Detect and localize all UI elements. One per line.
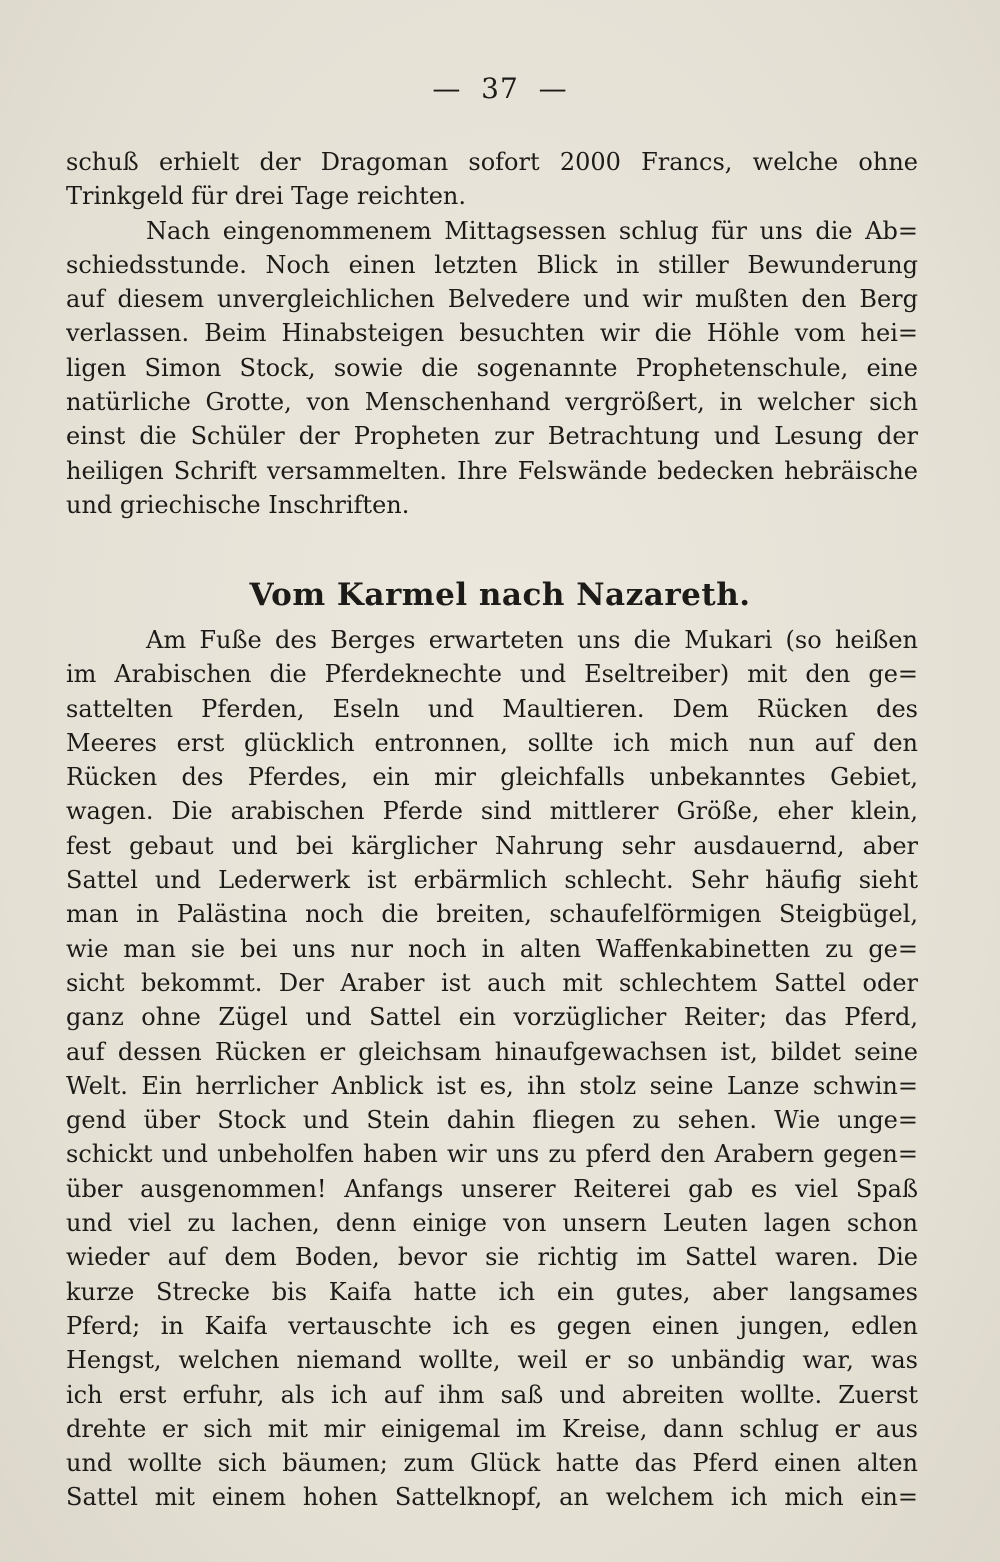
text-line: man in Palästina noch die breiten, schaufelförmigen Steigbügel,	[66, 900, 918, 929]
text-line: ganz ohne Zügel und Sattel ein vorzüglicher Reiter; das Pferd,	[66, 1003, 918, 1032]
text-line: schiedsstunde. Noch einen letzten Blick in stiller Bewunderung	[66, 250, 918, 279]
text-line: wie man sie bei uns nur noch in alten Waffenkabinetten zu ge=	[66, 934, 918, 963]
text-line: kurze Strecke bis Kaifa hatte ich ein gutes, aber langsames	[66, 1277, 918, 1306]
text-line: Hengst, welchen niemand wollte, weil er so unbändig war, was	[66, 1346, 918, 1375]
text-line: Welt. Ein herrlicher Anblick ist es, ihn stolz seine Lanze schwin=	[66, 1071, 918, 1100]
text-line: und viel zu lachen, denn einige von unsern Leuten lagen schon	[66, 1209, 918, 1238]
text-line: fest gebaut und bei kärglicher Nahrung sehr ausdauernd, aber	[66, 831, 918, 860]
page-number: — 37 —	[432, 72, 568, 105]
text-line: wagen. Die arabischen Pferde sind mittlerer Größe, eher klein,	[66, 797, 918, 826]
text-line: Am Fuße des Berges erwarteten uns die Mukari (so heißen	[146, 626, 918, 654]
text-line: Rücken des Pferdes, ein mir gleichfalls unbekanntes Gebiet,	[66, 763, 918, 792]
text-line: Nach eingenommenem Mittagsessen schlug für uns die Ab=	[146, 216, 918, 245]
text-line: schuß erhielt der Dragoman sofort 2000 Francs, welche ohne	[66, 148, 918, 176]
text-line: ich erst erfuhr, als ich auf ihm saß und abreiten wollte. Zuerst	[66, 1380, 918, 1409]
section-heading: Vom Karmel nach Nazareth.	[249, 577, 751, 613]
text-line: Sattel und Lederwerk ist erbärmlich schlecht. Sehr häufig sieht	[66, 866, 918, 895]
text-line: sattelten Pferden, Eseln und Maultieren. Dem Rücken des	[66, 694, 918, 723]
text-line: und wollte sich bäumen; zum Glück hatte das Pferd einen alten	[66, 1449, 918, 1478]
text-line: auf dessen Rücken er gleichsam hinaufgewachsen ist, bildet seine	[66, 1037, 918, 1066]
text-line: Pferd; in Kaifa vertauschte ich es gegen einen jungen, edlen	[66, 1311, 918, 1340]
text-line: auf diesem unvergleichlichen Belvedere und wir mußten den Berg	[66, 285, 918, 314]
text-line: ligen Simon Stock, sowie die sogenannte Prophetenschule, eine	[66, 353, 918, 382]
text-line: schickt und unbeholfen haben wir uns zu pferd den Arabern gegen=	[66, 1140, 918, 1169]
text-line: sicht bekommt. Der Araber ist auch mit schlechtem Sattel oder	[66, 968, 918, 997]
text-line: gend über Stock und Stein dahin fliegen zu sehen. Wie unge=	[66, 1106, 918, 1135]
text-line: heiligen Schrift versammelten. Ihre Felswände bedecken hebräische	[66, 456, 918, 485]
text-line: Sattel mit einem hohen Sattelknopf, an welchem ich mich ein=	[66, 1483, 918, 1512]
text-line: Trinkgeld für drei Tage reichten.	[66, 182, 467, 211]
text-line: über ausgenommen! Anfangs unserer Reiterei gab es viel Spaß	[66, 1174, 918, 1203]
text-line: wieder auf dem Boden, bevor sie richtig im Sattel waren. Die	[66, 1243, 918, 1272]
text-line: einst die Schüler der Propheten zur Betrachtung und Lesung der	[66, 422, 918, 451]
text-line: und griechische Inschriften.	[66, 490, 410, 519]
text-line: drehte er sich mit mir einigemal im Kreise, dann schlug er aus	[66, 1414, 918, 1443]
text-line: verlassen. Beim Hinabsteigen besuchten wir die Höhle vom hei=	[66, 319, 918, 348]
text-block-main	[66, 623, 918, 1515]
text-block-top	[66, 145, 918, 522]
text-line: Meeres erst glücklich entronnen, sollte ich mich nun auf den	[66, 728, 918, 757]
text-line: natürliche Grotte, von Menschenhand vergrößert, in welcher sich	[66, 388, 918, 417]
text-line: im Arabischen die Pferdeknechte und Eseltreiber) mit den ge=	[66, 660, 918, 689]
